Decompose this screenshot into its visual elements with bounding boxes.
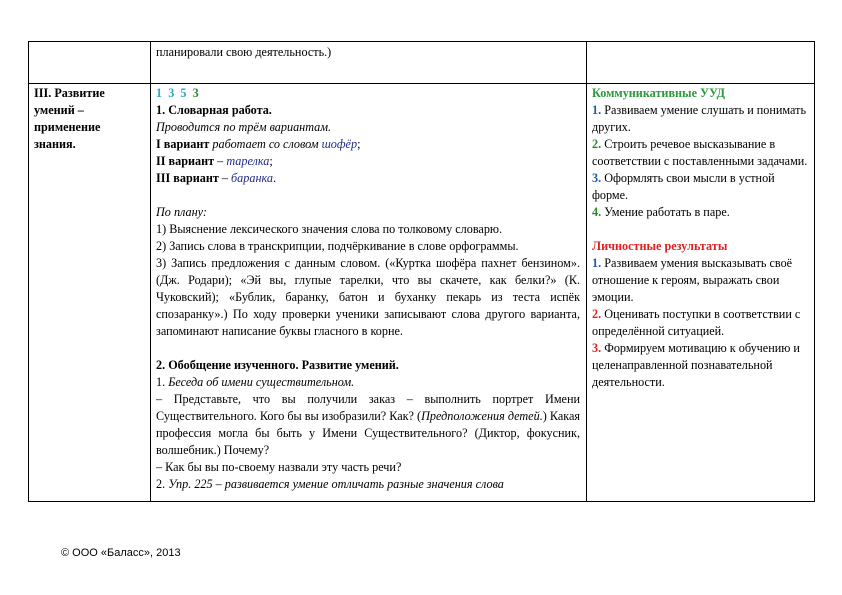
table-row [29,84,815,502]
subsection [156,476,580,493]
item-text: Оценивать поступки в соответствии с определённой ситуацией. [592,307,801,338]
plan-step: 1) Выяснение лексического значения слова по толковому словарю. [156,222,503,236]
item-number: 2. [592,137,602,151]
content-cell [151,42,587,84]
item-number: 3. [592,341,602,355]
content-cell [151,84,587,502]
plan-title: По плану: [156,205,207,219]
reference-numbers [156,85,580,102]
item-number: 1. [592,103,602,117]
stage-cell-empty [29,42,151,84]
subsection-number: 2. [156,477,169,491]
plan-step: 2) Запись слова в транскрипции, подчёркивание в слове орфограммы. [156,239,519,253]
uud-item [592,306,809,340]
question-text: ) Какая профессия могла бы быть у Имени Существительного? (Диктор, фокусник, волшебник.) Почему? [156,409,580,457]
punct: ; [357,137,361,151]
variant-word: баранка [231,171,273,185]
copyright-footer: © ООО «Баласс», 2013 [61,547,181,559]
prev-row-text: планировали свою деятельность.) [156,45,332,59]
item-text: Оформлять свои мысли в устной форме. [592,171,775,202]
subsection-text: Упр. 225 – развивается умение отличать разные значения слова [168,477,504,491]
question-note: Предположения детей. [421,409,543,423]
item-text: Строить речевое высказывание в соответствии с поставленными задачами. [592,137,808,168]
uud-cell [587,84,815,502]
variant-text: работает со словом [212,137,319,151]
item-number: 1. [592,256,602,270]
section-title: 2. Обобщение изученного. Развитие умений. [156,358,399,372]
reference-number: 3 [168,86,175,100]
uud-item [592,204,809,221]
dash: – [214,154,227,168]
variant-word: тарелка [226,154,270,168]
variant-3 [156,170,580,187]
item-text: Развиваем умение слушать и понимать других. [592,103,807,134]
variant-label: III вариант [156,171,219,185]
reference-number: 5 [180,86,187,100]
reference-number: 3 [192,86,199,100]
uud-cell-empty [587,42,815,84]
subsection-text: Беседа об имени существительном. [168,375,355,389]
item-number: 4. [592,205,602,219]
table-row [29,42,815,84]
item-text: Развиваем умения высказывать своё отношение к героям, выражать свои эмоции. [592,256,793,304]
stage-title: III. Развитие умений – применение знания. [34,86,105,151]
section-title: 1. Словарная работа. [156,103,272,117]
variant-1 [156,136,580,153]
item-text: Умение работать в паре. [601,205,730,219]
uud-heading: Личностные результаты [592,239,728,253]
plan-step: 3) Запись предложения с данным словом. («Куртка шофёра пахнет бензином». (Дж. Родари); «Эй вы, глупые тарелки, что вы скачете, как белки?» (К. Чуковский); «Бублик, баранку, батон и буханку пекарь из теста испёк спозаранку».) По ходу проверки ученики записывают слова другого варианта, запоминают написание буквы гласного в корне. [156,256,580,338]
item-number: 3. [592,171,602,185]
variant-2 [156,153,580,170]
reference-number: 1 [156,86,163,100]
uud-heading: Коммуникативные УУД [592,86,726,100]
variant-label: I вариант [156,137,210,151]
section-intro: Проводится по трём вариантам. [156,120,332,134]
uud-item [592,340,809,391]
question-text: – Представьте, что вы получили заказ – выполнить портрет Имени Существительного. Кого бы вы изобразили? Как? ( [156,392,580,423]
variant-label: II вариант [156,154,215,168]
punct: . [273,171,277,185]
subsection-number: 1. [156,375,169,389]
item-text: Формируем мотивацию к обучению и целенаправленной познавательной деятельности. [592,341,800,389]
uud-item [592,136,809,170]
uud-item [592,170,809,204]
dash: – [218,171,232,185]
discussion-question [156,391,580,459]
uud-item [592,255,809,306]
variant-word: шофёр [321,137,358,151]
lesson-table [28,41,815,502]
item-number: 2. [592,307,602,321]
stage-cell [29,84,151,502]
punct: ; [269,154,273,168]
subsection [156,374,580,391]
discussion-question: – Как бы вы по-своему назвали эту часть речи? [156,460,402,474]
uud-item [592,102,809,136]
